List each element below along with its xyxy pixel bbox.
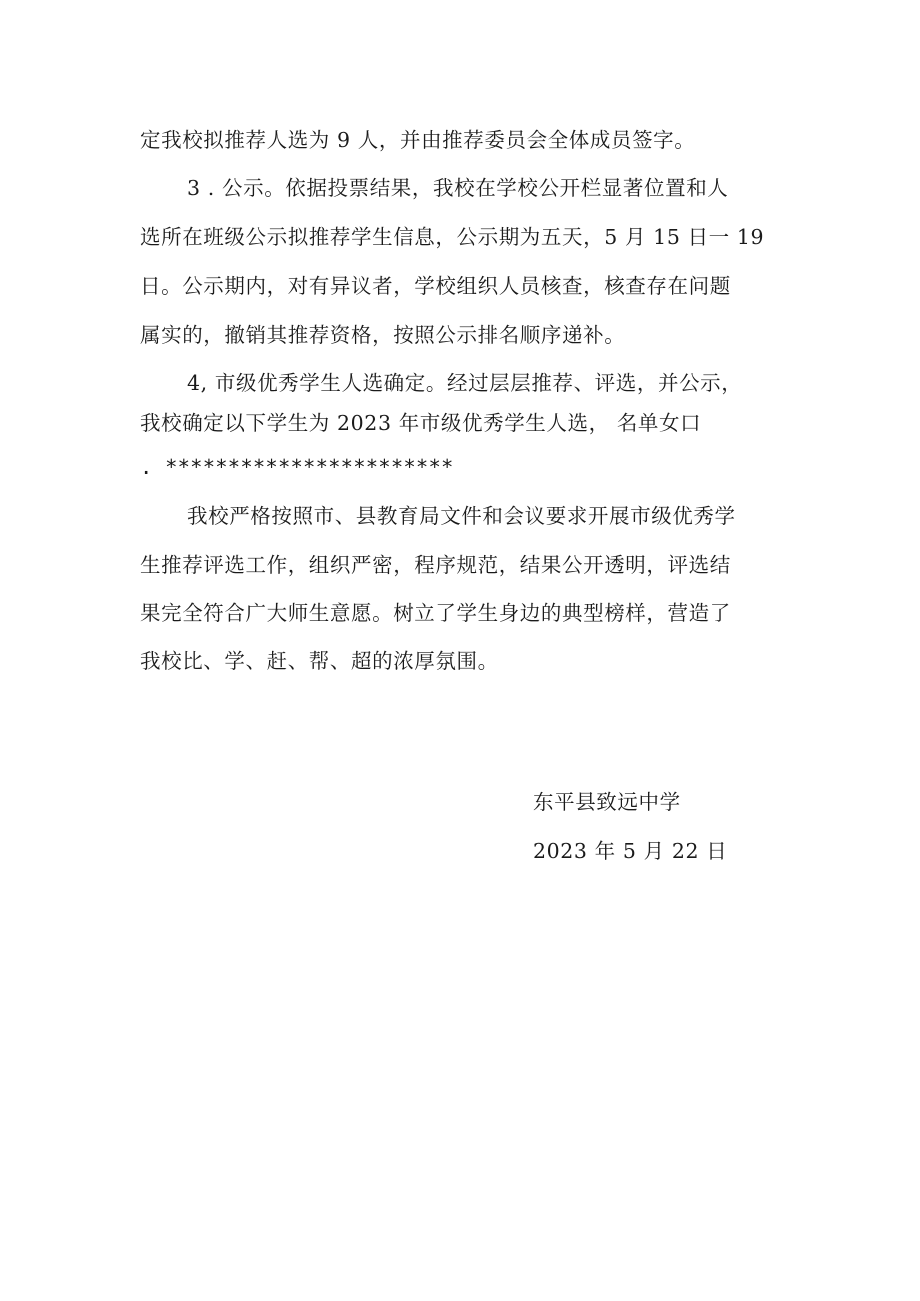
paragraph-3-line-3: . *********************** <box>140 455 454 479</box>
paragraph-1-line-1: 定我校拟推荐人选为 9 人，并由推荐委员会全体成员签字。 <box>140 128 696 152</box>
paragraph-3-line-2: 我校确定以下学生为 2023 年市级优秀学生人选， 名单女口 <box>140 411 702 435</box>
paragraph-3-line-1: 4, 市级优秀学生人选确定。经过层层推荐、评选，并公示， <box>187 371 743 395</box>
signature-organization: 东平县致远中学 <box>533 790 681 814</box>
paragraph-2-line-2: 选所在班级公示拟推荐学生信息，公示期为五天，5 月 15 日一 19 <box>140 225 765 249</box>
paragraph-4-line-3: 果完全符合广大师生意愿。树立了学生身边的典型榜样，营造了 <box>140 601 731 625</box>
paragraph-2-line-4: 属实的，撤销其推荐资格，按照公示排名顺序递补。 <box>140 323 626 347</box>
signature-date: 2023 年 5 月 22 日 <box>533 839 728 863</box>
paragraph-2-line-1: 3 . 公示。依据投票结果，我校在学校公开栏显著位置和人 <box>187 176 729 200</box>
paragraph-4-line-2: 生推荐评选工作，组织严密，程序规范，结果公开透明，评选结 <box>140 553 731 577</box>
paragraph-4-line-1: 我校严格按照市、县教育局文件和会议要求开展市级优秀学 <box>187 504 736 528</box>
paragraph-2-line-3: 日。公示期内，对有异议者，学校组织人员核查，核查存在问题 <box>140 274 731 298</box>
paragraph-4-line-4: 我校比、学、赶、帮、超的浓厚氛围。 <box>140 649 499 673</box>
